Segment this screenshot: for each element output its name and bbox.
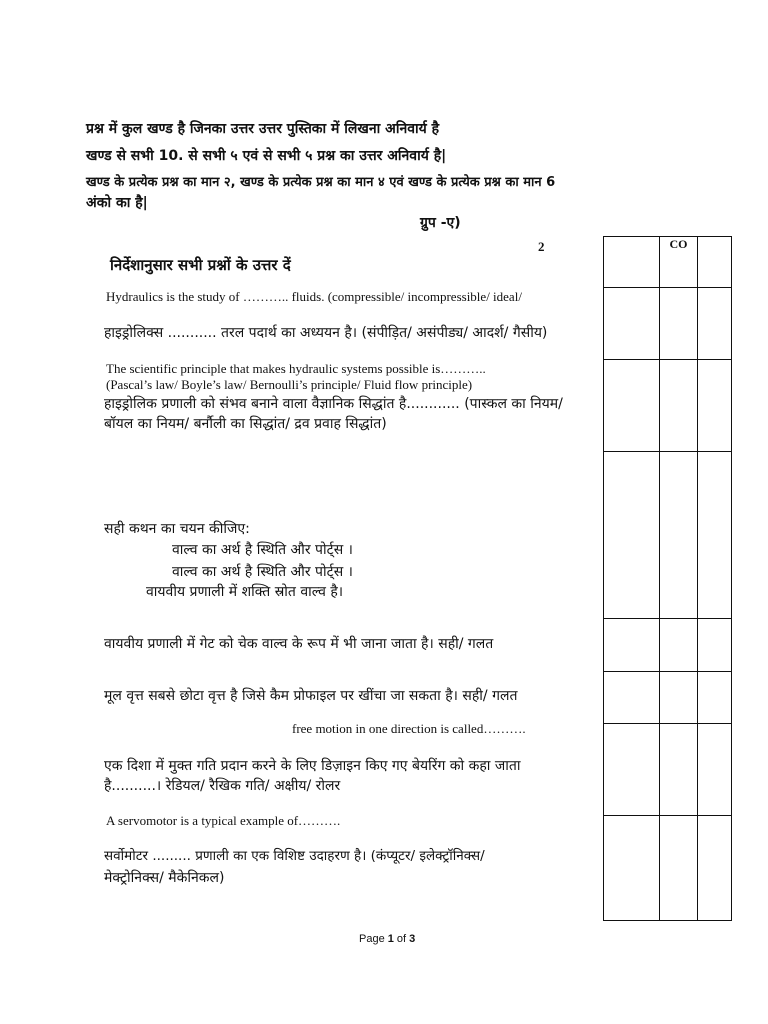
q3-hindi-line-1: सही कथन का चयन कीजिए: — [104, 521, 250, 537]
table-cell — [604, 237, 660, 288]
q7-hindi-line-2: मेक्ट्रोनिक्स/ मैकेनिकल) — [104, 870, 225, 886]
marks-table — [603, 236, 732, 921]
q2-hindi-line-2: बॉयल का नियम/ बर्नौली का सिद्धांत/ द्रव प्रवाह सिद्धांत) — [104, 416, 387, 432]
page-footer — [359, 934, 415, 945]
header-line-1: प्रश्न में कुल खण्ड है जिनका उत्तर उत्तर पुस्तिका में लिखना अनिवार्य है — [86, 121, 440, 137]
q1-english: Hydraulics is the study of ……….. fluids. (compressible/ incompressible/ ideal/ — [106, 289, 522, 304]
marks-number: 2 — [538, 239, 545, 254]
q6-english: free motion in one direction is called………. — [292, 721, 526, 736]
q3-hindi-line-4: वायवीय प्रणाली में शक्ति स्रोत वाल्व है। — [146, 584, 344, 600]
q7-hindi-line-1: सर्वोमोटर ......... प्रणाली का एक विशिष्ट उदाहरण है। (कंप्यूटर/ इलेक्ट्रॉनिक्स/ — [104, 848, 485, 864]
group-heading: ग्रुप -ए) — [420, 215, 461, 231]
table-row — [604, 816, 732, 921]
page-label: Page — [359, 933, 388, 945]
table-row — [604, 360, 732, 452]
q1-hindi: हाइड्रोलिक्स ........... तरल पदार्थ का अध्ययन है। (संपीड़ित/ असंपीड्य/ आदर्श/ गैसीय) — [104, 325, 548, 341]
table-cell — [698, 237, 732, 288]
header-line-4: अंको का है| — [86, 195, 148, 211]
q6-hindi-line-1: एक दिशा में मुक्त गति प्रदान करने के लिए डिज़ाइन किए गए बेयरिंग को कहा जाता — [104, 758, 521, 774]
q2-english-line-2: (Pascal’s law/ Boyle’s law/ Bernoulli’s principle/ Fluid flow principle) — [106, 377, 473, 392]
q6-hindi-line-2: है..........। रेडियल/ रैखिक गति/ अक्षीय/ रोलर — [104, 778, 341, 794]
page-total: 3 — [409, 933, 416, 945]
q5-hindi: मूल वृत्त सबसे छोटा वृत्त है जिसे कैम प्रोफाइल पर खींचा जा सकता है। सही/ गलत — [104, 688, 518, 704]
of-label: of — [393, 933, 410, 945]
co-header: CO — [660, 237, 698, 288]
table-row — [604, 619, 732, 672]
q2-english-line-1: The scientific principle that makes hydraulic systems possible is……….. — [106, 361, 486, 376]
table-row — [604, 452, 732, 619]
q7-english: A servomotor is a typical example of………. — [106, 813, 341, 828]
table-row — [604, 672, 732, 724]
page-number: 1 — [387, 933, 394, 945]
q3-hindi-line-2: वाल्व का अर्थ है स्थिति और पोर्ट्स । — [172, 542, 353, 558]
instruction-text: निर्देशानुसार सभी प्रश्नों के उत्तर दें — [110, 256, 291, 274]
q2-hindi-line-1: हाइड्रोलिक प्रणाली को संभव बनाने वाला वैज्ञानिक सिद्धांत है............ (पास्कल का नियम/ — [104, 396, 563, 412]
header-line-3: खण्ड के प्रत्येक प्रश्न का मान २, खण्ड के प्रत्येक प्रश्न का मान ४ एवं खण्ड के प्रत्येक प्रश्न का मान 6 — [86, 175, 556, 190]
q4-hindi: वायवीय प्रणाली में गेट को चेक वाल्व के रूप में भी जाना जाता है। सही/ गलत — [104, 636, 494, 652]
header-line-2: खण्ड से सभी 10. से सभी ५ एवं से सभी ५ प्रश्न का उत्तर अनिवार्य है| — [86, 148, 447, 164]
table-row — [604, 288, 732, 360]
table-row — [604, 724, 732, 816]
q3-hindi-line-3: वाल्व का अर्थ है स्थिति और पोर्ट्स । — [172, 564, 353, 580]
